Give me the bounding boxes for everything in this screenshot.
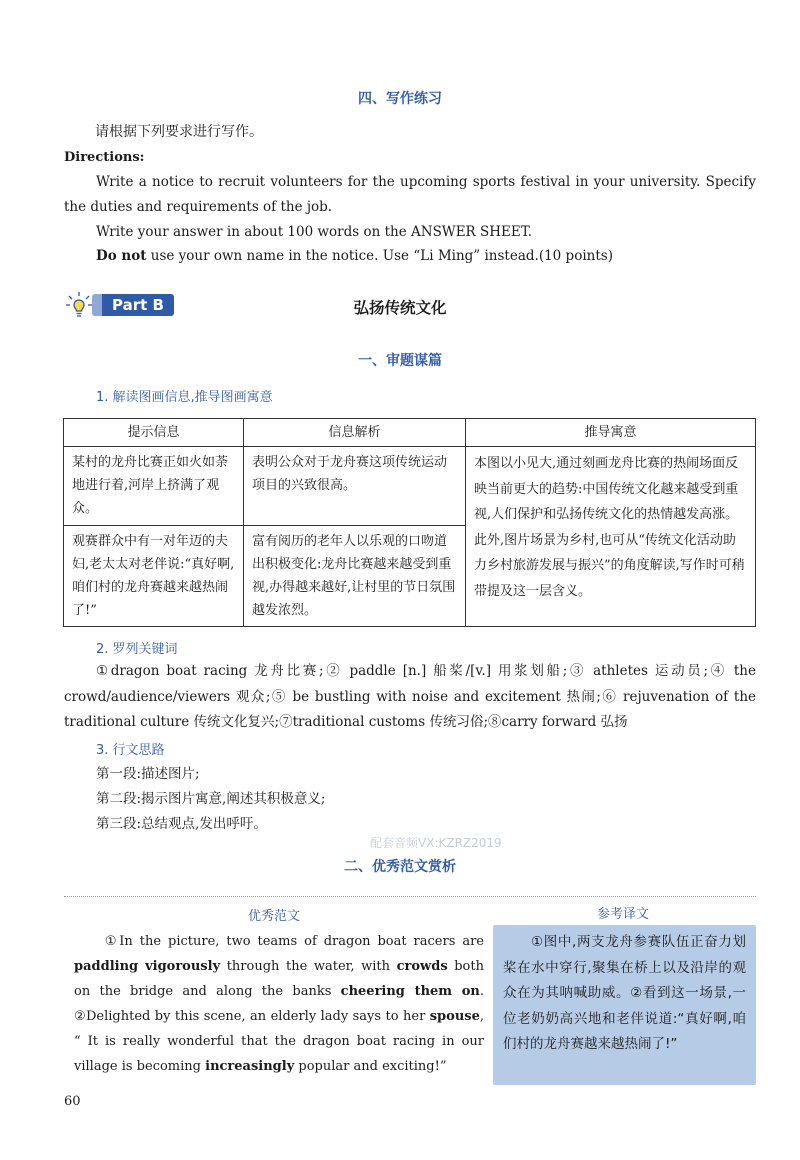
part-b-badge: Part B — [92, 294, 174, 316]
sample-essay-heading: 优秀范文 — [248, 909, 301, 924]
step3-heading: 3. 行文思路 — [96, 743, 165, 758]
step1-heading: 1. 解读图画信息,推导图画寓意 — [96, 390, 273, 405]
analysis-table — [63, 418, 756, 627]
do-not-emphasis: Do not — [96, 248, 147, 264]
meaning-cell: 本图以小见大,通过刻画龙舟比赛的热闹场面反映当前更大的趋势:中国传统文化越来越受到重视,人们保护和弘扬传统文化的热情越发高涨。此外,图片场景为乡村,也可从“传统文化活动助力乡村旅游发展与振兴”的角度解读,写作时可稍带提及这一层含义。 — [466, 447, 756, 627]
divider — [64, 896, 756, 897]
watermark: 配套音频VX:KZRZ2019 — [370, 836, 502, 850]
writing-section-title: 四、写作练习 — [358, 91, 442, 107]
directions-line-3 — [96, 244, 613, 269]
directions-line-3-rest: use your own name in the notice. Use “Li Ming” instead.(10 points) — [146, 248, 613, 264]
table-row — [64, 447, 756, 526]
section1-title: 一、审题谋篇 — [358, 353, 442, 369]
translation-box — [493, 925, 756, 1085]
table-header-row — [64, 419, 756, 447]
page-number: 60 — [64, 1094, 81, 1109]
table-cell: 富有阅历的老年人以乐观的口吻道出积极变化:龙舟比赛越来越受到重视,办得越来越好,让村里的节日氛围越发浓烈。 — [244, 526, 466, 627]
writing-instruction: 请根据下列要求进行写作。 — [95, 124, 263, 140]
outline-item: 第一段:描述图片; — [96, 766, 200, 782]
directions-line-1: Write a notice to recruit volunteers for the upcoming sports festival in your university. Specify the duties and requirements of the job. — [64, 174, 756, 215]
outline-item: 第三段:总结观点,发出呼吁。 — [96, 816, 267, 832]
table-header: 提示信息 — [64, 419, 244, 447]
directions-line-2: Write your answer in about 100 words on the ANSWER SHEET. — [96, 224, 533, 240]
sample-essay-text: ①In the picture, two teams of dragon boat racers are paddling vigorously through the water, with crowds both on the bridge and along the banks cheering them on. ②Delighted by this scene, an elderly lady says to her spouse, “ It is really wonderful that the dragon boat racing in our village is becoming increasingly popular and exciting!” — [74, 934, 484, 1074]
step2-heading: 2. 罗列关键词 — [96, 642, 178, 657]
translation-heading: 参考译文 — [597, 907, 650, 922]
table-cell: 表明公众对于龙舟赛这项传统运动项目的兴致很高。 — [244, 447, 466, 526]
keywords-text: ①dragon boat racing 龙舟比赛;② paddle [n.] 船桨/[v.] 用浆划船;③ athletes 运动员;④ the crowd/audience/viewers 观众;⑤ be bustling with noise and excitement 热闹;⑥ rejuvenation of the traditional culture 传统文化复兴;⑦traditional customs 传统习俗;⑧carry forward 弘扬 — [64, 663, 756, 730]
part-b-title: 弘扬传统文化 — [353, 299, 447, 317]
table-cell: 某村的龙舟比赛正如火如荼地进行着,河岸上挤满了观众。 — [64, 447, 244, 526]
table-cell: 观赛群众中有一对年迈的夫妇,老太太对老伴说:“真好啊,咱们村的龙舟赛越来越热闹了!” — [64, 526, 244, 627]
outline-item: 第二段:揭示图片寓意,阐述其积极意义; — [96, 791, 326, 807]
table-header: 信息解析 — [244, 419, 466, 447]
directions-label: Directions: — [64, 150, 145, 165]
table-header: 推导寓意 — [466, 419, 756, 447]
translation-text: ①图中,两支龙舟参赛队伍正奋力划桨在水中穿行,聚集在桥上以及沿岸的观众在为其呐喊助威。②看到这一场景,一位老奶奶高兴地和老伴说道:“真好啊,咱们村的龙舟赛越来越热闹了!” — [503, 934, 746, 1052]
section2-title: 二、优秀范文赏析 — [344, 859, 456, 875]
